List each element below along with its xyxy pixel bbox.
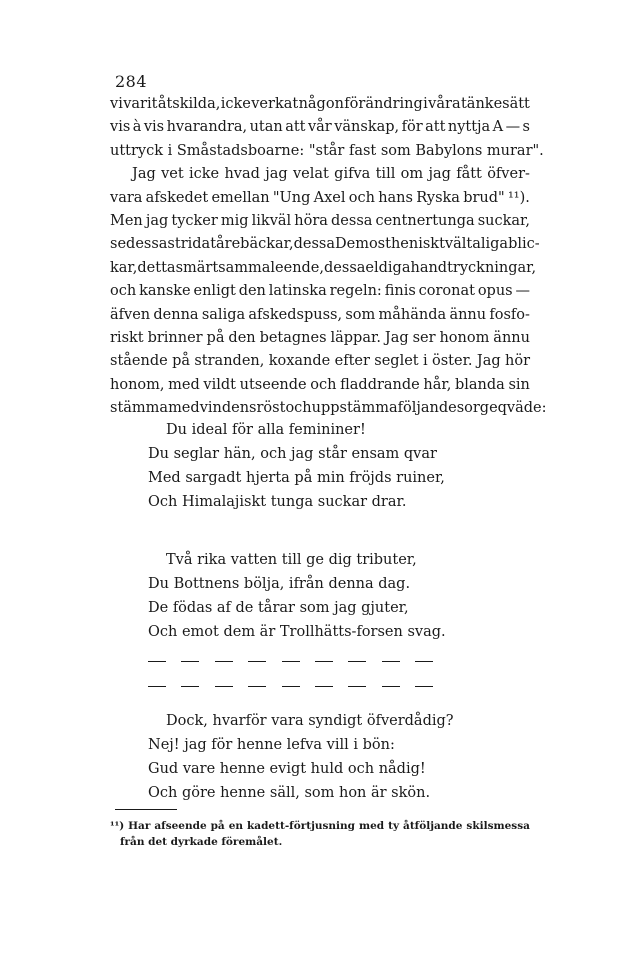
word: jag — [145, 212, 169, 229]
word: att — [425, 119, 446, 136]
word: med — [359, 820, 385, 832]
dash — [282, 661, 300, 662]
word: förändring — [344, 96, 423, 112]
word: varit — [123, 96, 158, 112]
word: emellan — [211, 189, 270, 206]
verse-line: De födas af de tårar som jag gjuter, — [148, 600, 409, 616]
word: honom — [439, 329, 490, 346]
word: sin — [508, 376, 530, 393]
word: för — [401, 119, 423, 136]
prose-line — [110, 187, 530, 210]
dash — [148, 661, 166, 662]
word: vänskap, — [334, 119, 400, 136]
footnote-rule — [115, 809, 177, 810]
page-number: 284 — [115, 72, 148, 91]
verse-line: Du Bottnens bölja, ifrån denna dag. — [148, 576, 411, 592]
word: på — [206, 329, 225, 346]
word: åtföljande — [403, 820, 463, 832]
word: kar, — [110, 259, 138, 276]
word: Jag — [476, 353, 501, 370]
prose-line — [110, 350, 530, 373]
footnote-line — [110, 818, 530, 834]
word: handtryckningar, — [410, 259, 537, 276]
verse-line: Och göre henne säll, som hon är skön. — [148, 785, 431, 801]
word: ser — [412, 329, 436, 346]
verse-line: Du seglar hän, och jag står ensam qvar — [148, 446, 437, 462]
prose-line — [110, 233, 540, 256]
word: och — [110, 283, 137, 300]
word: Axel — [313, 189, 346, 206]
omission-dashes-row-1 — [148, 661, 433, 662]
dash — [415, 661, 433, 662]
word: ¹¹). — [507, 189, 530, 206]
word: "Ung — [272, 189, 311, 206]
footnote-line: från det dyrkade föremålet. — [120, 836, 283, 848]
word: mig — [220, 212, 249, 229]
word: betagnes — [259, 329, 327, 346]
word: hans — [378, 189, 413, 206]
prose-line — [110, 304, 530, 327]
word: den — [238, 283, 266, 300]
word: ty — [388, 820, 400, 832]
word: Demostheniskt — [335, 236, 445, 253]
word: icke — [188, 166, 220, 183]
word: stämma — [110, 400, 169, 417]
word: utan — [249, 119, 283, 136]
word: vår — [307, 119, 332, 136]
word: skilsmessa — [466, 820, 530, 832]
dash — [315, 661, 333, 662]
word: velat — [292, 166, 329, 183]
word: på — [210, 820, 225, 832]
word: om — [400, 166, 424, 183]
word: efter — [334, 353, 370, 370]
dash — [315, 686, 333, 687]
dash — [348, 661, 366, 662]
word: denna — [153, 306, 199, 323]
word: à — [132, 119, 142, 136]
prose-line — [110, 163, 530, 186]
word: afseende — [154, 820, 207, 832]
word: se — [110, 236, 127, 253]
prose-line: uttryck i Småstadsboarne: "står fast som Babylons murar". — [110, 142, 544, 159]
word: gifva — [334, 166, 371, 183]
word: äfven — [110, 306, 151, 323]
verse-line: Nej! jag för henne lefva vill i bön: — [148, 737, 395, 753]
word: att — [285, 119, 306, 136]
word: Har — [128, 820, 151, 832]
word: någon — [298, 96, 344, 112]
word: brud" — [463, 189, 505, 206]
word: enligt — [193, 283, 236, 300]
verse-line: Med sargadt hjerta på min fröjds ruiner, — [148, 470, 445, 486]
word: centnertunga — [375, 212, 475, 229]
dash — [282, 686, 300, 687]
word: den — [228, 329, 256, 346]
word: dessa — [324, 259, 366, 276]
word: leende, — [270, 259, 325, 276]
word: brinner — [147, 329, 203, 346]
word: blic- — [508, 236, 540, 253]
word: coronat — [418, 283, 475, 300]
word: regeln: — [329, 283, 382, 300]
word: — — [505, 119, 521, 136]
word: hår, — [423, 376, 452, 393]
word: afskedet — [145, 189, 209, 206]
dash — [181, 661, 199, 662]
word: med — [168, 400, 200, 417]
word: stående — [110, 353, 168, 370]
word: kadett-förtjusning — [247, 820, 356, 832]
word: tårebäckar, — [210, 236, 294, 253]
word: kanske — [139, 283, 191, 300]
prose-line — [110, 280, 530, 303]
word: våra — [428, 96, 461, 112]
word: vara — [110, 189, 143, 206]
word: läppar. — [330, 329, 381, 346]
prose-line — [110, 93, 530, 116]
word: detta — [137, 259, 176, 276]
word: hör — [505, 353, 530, 370]
word: riskt — [110, 329, 144, 346]
omission-dashes-row-2 — [148, 686, 433, 687]
word: åtskilda, — [157, 96, 221, 112]
prose-line — [110, 116, 530, 139]
word: suckar, — [477, 212, 530, 229]
dash — [382, 661, 400, 662]
dash — [248, 661, 266, 662]
word: latinska — [268, 283, 327, 300]
word: dessa — [293, 236, 335, 253]
word: verkat — [251, 96, 299, 112]
dash — [181, 686, 199, 687]
prose-line — [110, 257, 537, 280]
word: Jag — [132, 166, 156, 183]
word: vet — [161, 166, 184, 183]
word: blanda — [454, 376, 505, 393]
word: och — [285, 400, 312, 417]
dash — [382, 686, 400, 687]
dash — [148, 686, 166, 687]
prose-line — [110, 210, 530, 233]
word: icke — [220, 96, 251, 112]
word: fladdrande — [340, 376, 420, 393]
dash — [248, 686, 266, 687]
word: dessa — [126, 236, 168, 253]
prose-line — [110, 397, 547, 420]
word: uppstämma — [311, 400, 398, 417]
word: följande — [397, 400, 457, 417]
verse-line: Och emot dem är Trollhätts-forsen svag. — [148, 624, 446, 640]
word: — — [515, 283, 530, 300]
word: utseende — [239, 376, 307, 393]
word: Men — [110, 212, 143, 229]
verse-line: Och Himalajiskt tunga suckar drar. — [148, 494, 407, 510]
word: och — [348, 189, 375, 206]
word: och — [310, 376, 337, 393]
word: Ryska — [416, 189, 460, 206]
word: nyttja — [447, 119, 491, 136]
word: koxande — [268, 353, 331, 370]
dash — [215, 661, 233, 662]
dash — [348, 686, 366, 687]
word: till — [375, 166, 396, 183]
word: fosfo- — [489, 306, 530, 323]
verse-line: Du ideal för alla femininer! — [166, 422, 366, 438]
word: jag — [265, 166, 288, 183]
dash — [215, 686, 233, 687]
word: honom, — [110, 376, 165, 393]
word: stranden, — [194, 353, 265, 370]
word: som — [345, 306, 376, 323]
word: jag — [428, 166, 451, 183]
dash — [415, 686, 433, 687]
prose-paragraphs — [110, 93, 547, 420]
prose-line — [110, 327, 530, 350]
word: hvad — [224, 166, 260, 183]
word: seglet — [374, 353, 419, 370]
word: måhända — [378, 306, 447, 323]
word: strida — [167, 236, 211, 253]
word: vildt — [203, 376, 236, 393]
word: öfver- — [487, 166, 530, 183]
word: på — [172, 353, 190, 370]
word: höra — [294, 212, 328, 229]
word: tycker — [171, 212, 218, 229]
word: i — [423, 353, 428, 370]
word: hvarandra, — [166, 119, 248, 136]
word: vindens — [199, 400, 257, 417]
word: smärtsamma — [175, 259, 271, 276]
word: eldiga — [365, 259, 411, 276]
word: sorgeqväde: — [456, 400, 547, 417]
word: vis — [143, 119, 165, 136]
word: ännu — [449, 306, 487, 323]
verse-line: Dock, hvarför vara syndigt öfverdådig? — [166, 713, 454, 729]
prose-line — [110, 374, 530, 397]
verse-line: Två rika vatten till ge dig tributer, — [166, 552, 417, 568]
word: fått — [456, 166, 482, 183]
word: i — [423, 96, 428, 112]
word: röst — [256, 400, 286, 417]
word: Jag — [384, 329, 409, 346]
word: finis — [384, 283, 416, 300]
word: med — [168, 376, 200, 393]
word: öster. — [432, 353, 473, 370]
word: ¹¹) — [110, 820, 125, 832]
word: A — [492, 119, 504, 136]
word: tänkesätt — [460, 96, 530, 112]
word: en — [228, 820, 244, 832]
word: dessa — [331, 212, 373, 229]
verse-stanza-2 — [148, 548, 448, 644]
word: vis — [110, 119, 131, 136]
word: vi — [110, 96, 123, 112]
word: s — [522, 119, 530, 136]
word: saliga — [201, 306, 246, 323]
word: ännu — [493, 329, 530, 346]
verse-stanza-1 — [148, 418, 448, 514]
verse-stanza-3 — [148, 709, 454, 805]
footnote — [110, 818, 530, 850]
word: likväl — [251, 212, 292, 229]
word: afskedspuss, — [248, 306, 343, 323]
word: vältaliga — [444, 236, 509, 253]
word: opus — [477, 283, 513, 300]
verse-line: Gud vare henne evigt huld och nådig! — [148, 761, 426, 777]
